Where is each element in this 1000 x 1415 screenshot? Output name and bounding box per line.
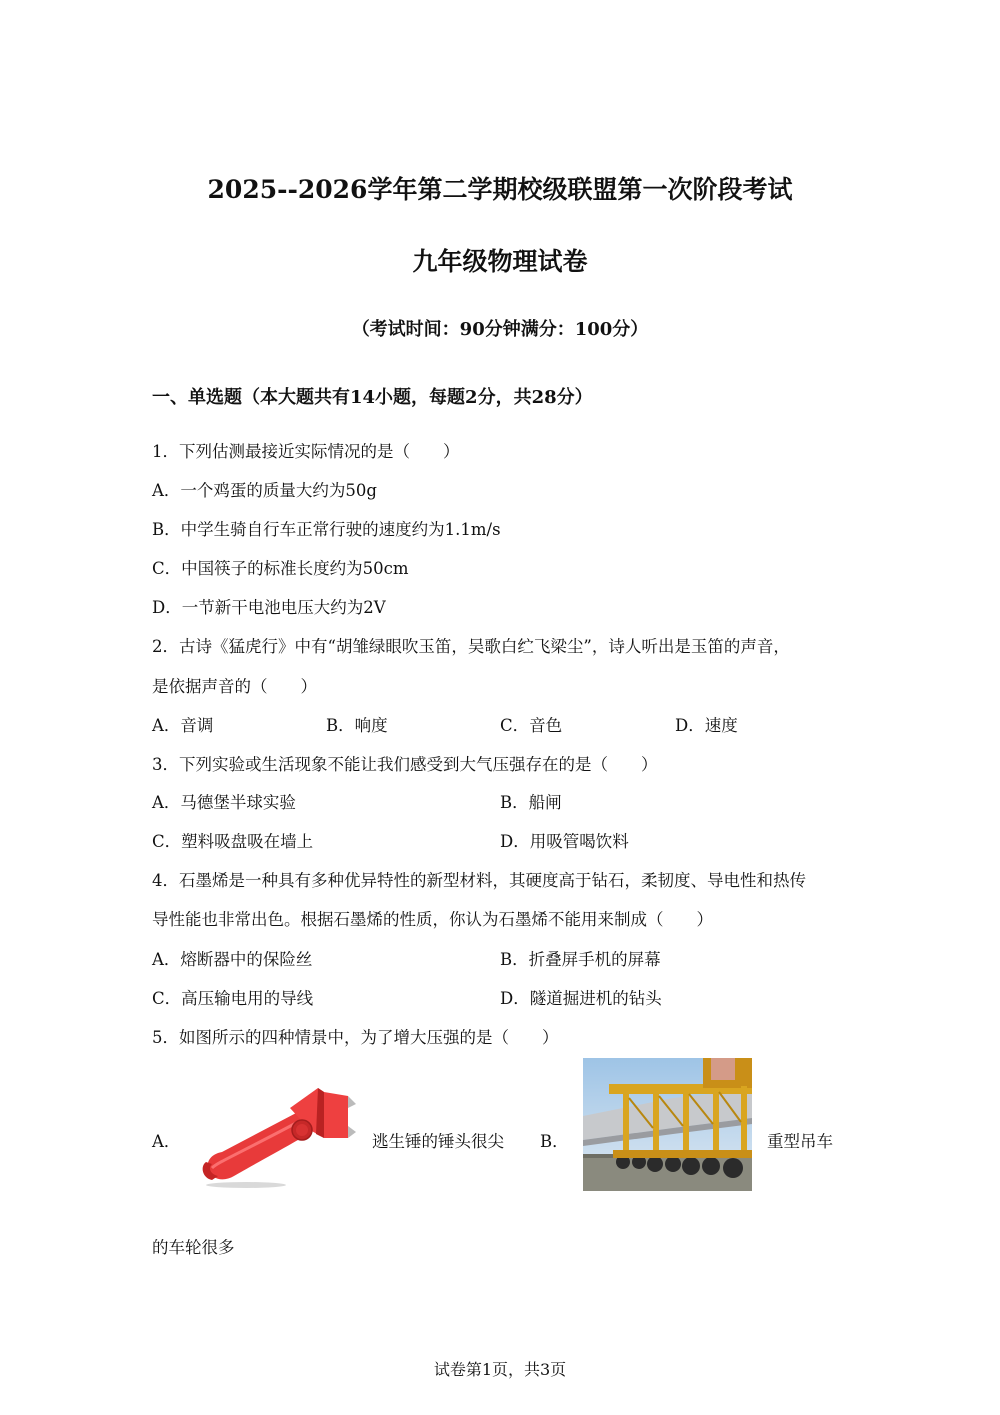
- question-3-stem: 3．下列实验或生活现象不能让我们感受到大气压强存在的是（ ）: [152, 755, 658, 774]
- question-1-option-d: D．一节新干电池电压大约为2V: [152, 598, 386, 617]
- escape-hammer-icon: [198, 1082, 358, 1190]
- question-4-stem-line1: 4．石墨烯是一种具有多种优异特性的新型材料，其硬度高于钻石，柔韧度、导电性和热传: [152, 871, 806, 890]
- question-4-option-d: D．隧道掘进机的钻头: [500, 989, 662, 1008]
- question-1-option-c: C．中国筷子的标准长度约为50cm: [152, 559, 409, 578]
- question-3-option-d: D．用吸管喝饮料: [500, 832, 629, 851]
- escape-hammer-image: [198, 1082, 358, 1190]
- question-1-stem: 1．下列估测最接近实际情况的是（ ）: [152, 442, 460, 461]
- question-4-option-c: C．高压输电用的导线: [152, 989, 314, 1008]
- question-4-option-b: B．折叠屏手机的屏幕: [500, 950, 661, 969]
- question-3-option-b: B．船闸: [500, 793, 562, 812]
- question-5-option-a-label: A．: [152, 1132, 181, 1151]
- question-2-stem-line2: 是依据声音的（ ）: [152, 677, 317, 696]
- question-5-stem: 5．如图所示的四种情景中，为了增大压强的是（ ）: [152, 1028, 559, 1047]
- page-footer: 试卷第1页，共3页: [433, 1360, 567, 1379]
- question-4-option-a: A．熔断器中的保险丝: [152, 950, 313, 969]
- question-3-option-c: C．塑料吸盘吸在墙上: [152, 832, 314, 851]
- question-5-option-a-text: 逃生锤的锤头很尖: [372, 1132, 504, 1151]
- question-1-option-b: B．中学生骑自行车正常行驶的速度约为1.1m/s: [152, 520, 501, 539]
- question-2-stem-line1: 2．古诗《猛虎行》中有“胡雏绿眼吹玉笛，吴歌白纻飞梁尘”，诗人听出是玉笛的声音，: [152, 637, 790, 656]
- question-1-option-a: A．一个鸡蛋的质量大约为50g: [152, 481, 377, 500]
- section-heading: 一、单选题（本大题共有14小题，每题2分，共28分）: [152, 387, 593, 408]
- question-5-option-b-label: B．: [540, 1132, 569, 1151]
- question-2-option-d: D．速度: [675, 716, 738, 735]
- question-4-stem-line2: 导性能也非常出色。根据石墨烯的性质，你认为石墨烯不能用来制成（ ）: [152, 910, 713, 929]
- question-3-option-a: A．马德堡半球实验: [152, 793, 296, 812]
- exam-title: 2025--2026学年第二学期校级联盟第一次阶段考试: [207, 175, 793, 204]
- question-2-option-b: B．响度: [326, 716, 388, 735]
- heavy-crane-icon: [583, 1058, 752, 1191]
- heavy-crane-image: [583, 1058, 752, 1191]
- exam-subtitle: 九年级物理试卷: [412, 247, 588, 276]
- question-5-option-b-text: 重型吊车: [767, 1132, 833, 1151]
- exam-info: （考试时间：90分钟满分：100分）: [351, 319, 649, 340]
- question-2-option-a: A．音调: [152, 716, 214, 735]
- question-5-option-b-text-continued: 的车轮很多: [152, 1238, 235, 1257]
- question-2-option-c: C．音色: [500, 716, 563, 735]
